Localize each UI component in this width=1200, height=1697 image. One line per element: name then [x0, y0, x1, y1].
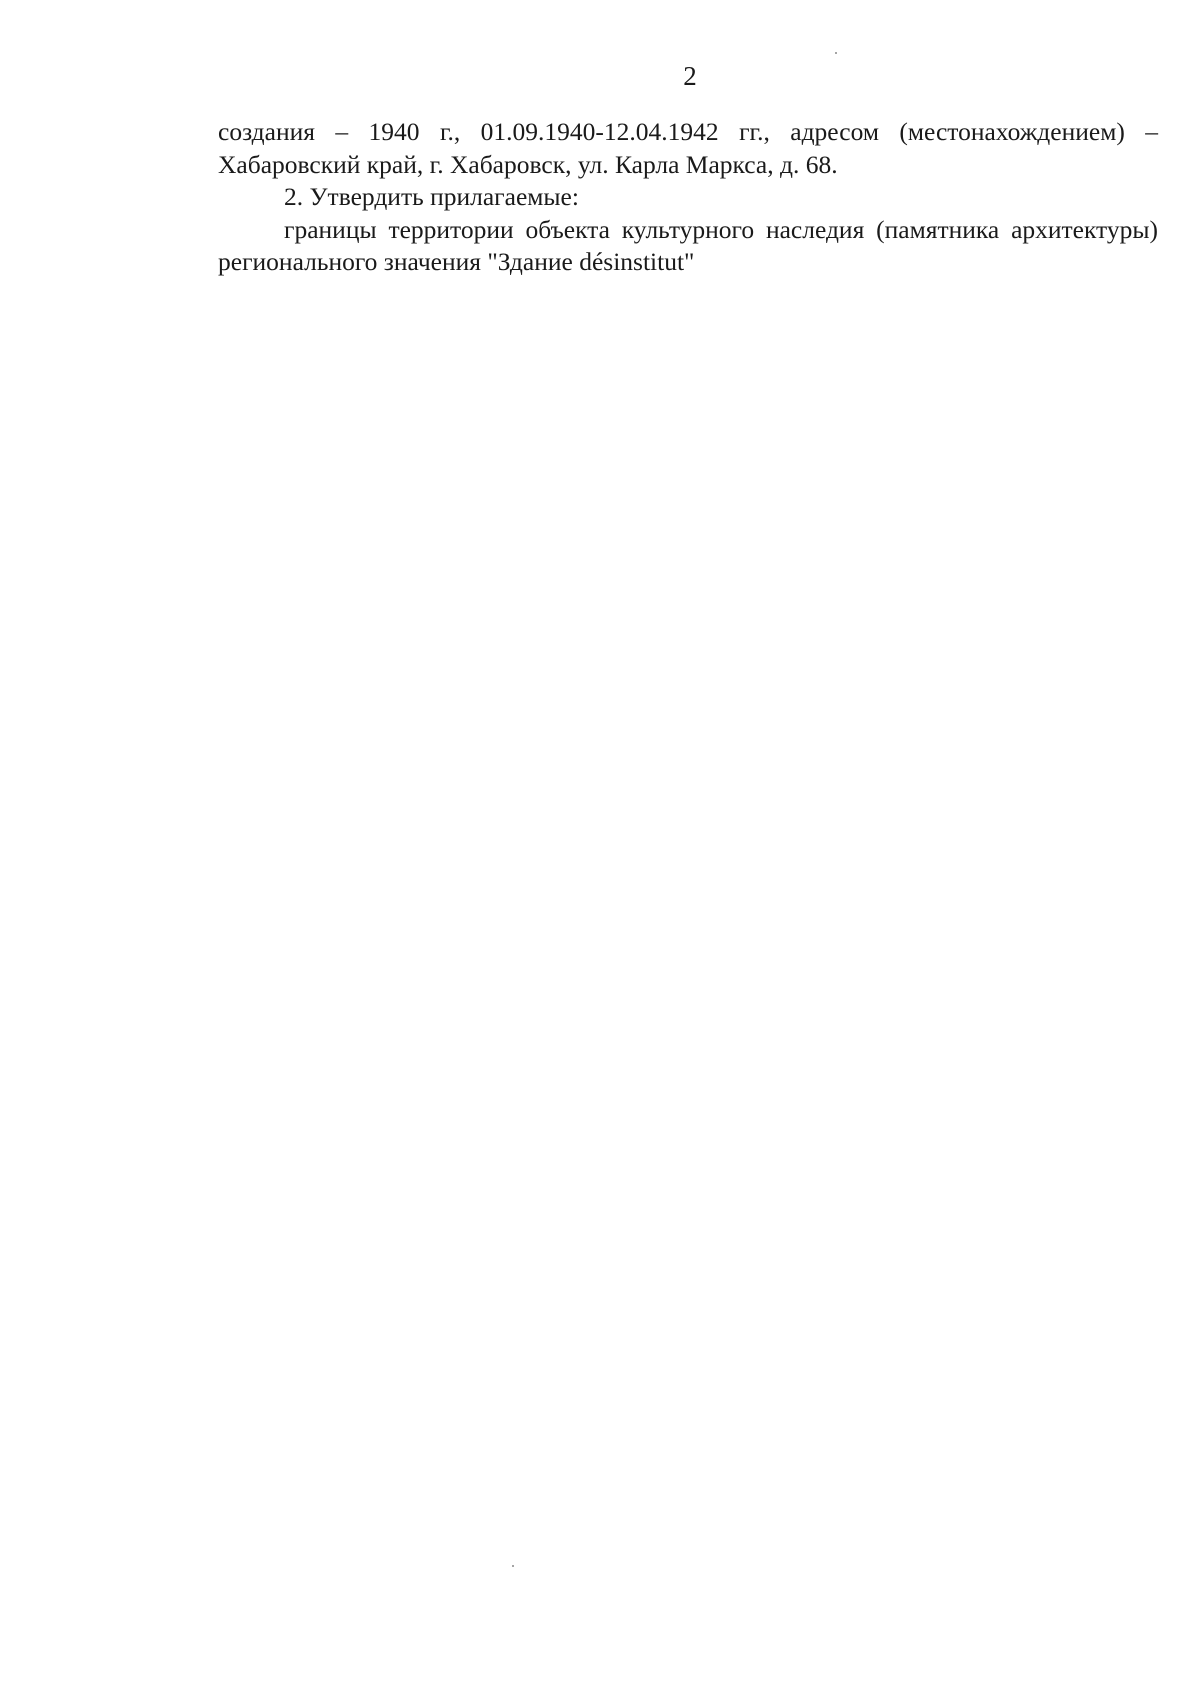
page-number: 2 [683, 61, 697, 91]
paragraph-item-2: 2. Утвердить прилагаемые: [284, 182, 579, 211]
paragraph-territory-boundaries: границы территории объекта культурного наследия (памятника архитектуры) регионального значения "Здание désinstitut" [218, 214, 1158, 276]
document-body [218, 116, 1158, 279]
scan-speck [512, 1565, 514, 1567]
paragraph-preamble-continuation: создания – 1940 г., 01.09.1940-12.04.1942 гг., адресом (местонахождением) – Хабаровский край, г. Хабаровск, ул. Карла Маркса, д. 68. [218, 117, 1158, 179]
scan-speck [835, 52, 837, 54]
